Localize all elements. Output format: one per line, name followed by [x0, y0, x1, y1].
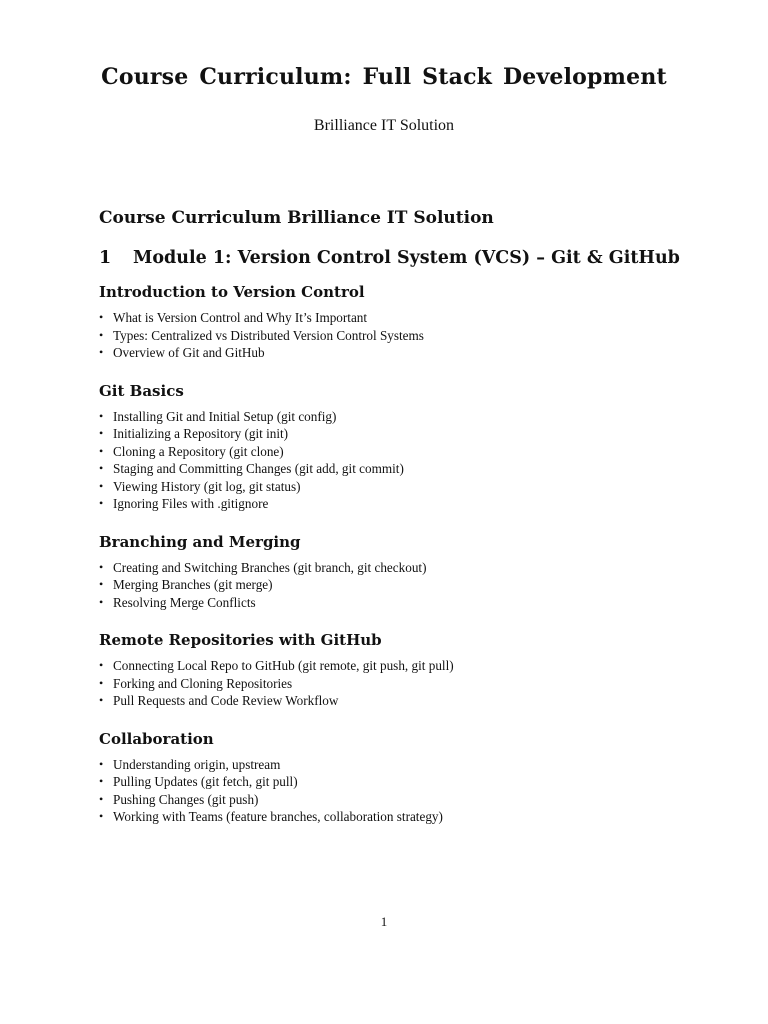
- topic-group-git-basics: [99, 380, 719, 513]
- topic-heading: Collaboration: [99, 729, 214, 748]
- list-item: • Resolving Merge Conflicts: [99, 594, 719, 612]
- list-item: • Ignoring Files with .gitignore: [99, 495, 719, 513]
- topic-list: [99, 559, 719, 612]
- list-item: • Initializing a Repository (git init): [99, 425, 719, 443]
- page-number: 1: [380, 914, 388, 929]
- topic-heading: Git Basics: [99, 381, 184, 400]
- list-item: • Cloning a Repository (git clone): [99, 443, 719, 461]
- list-item: • Forking and Cloning Repositories: [99, 675, 719, 693]
- topic-group-collaboration: [99, 728, 719, 826]
- topic-group-branching: [99, 531, 719, 612]
- topic-group-introduction: [99, 281, 719, 362]
- topic-list: [99, 756, 719, 826]
- module-number: 1: [99, 248, 112, 268]
- list-item: • Connecting Local Repo to GitHub (git remote, git push, git pull): [99, 657, 719, 675]
- topic-heading: Introduction to Version Control: [99, 283, 365, 301]
- document-title: Course Curriculum: Full Stack Development: [101, 64, 667, 90]
- topic-list: [99, 309, 719, 362]
- list-item: • Understanding origin, upstream: [99, 756, 719, 774]
- list-item: • Overview of Git and GitHub: [99, 344, 719, 362]
- topic-list: [99, 408, 719, 513]
- list-item: • Installing Git and Initial Setup (git config): [99, 408, 719, 426]
- list-item: • Pushing Changes (git push): [99, 791, 719, 809]
- topic-list: [99, 657, 719, 710]
- topic-heading: Branching and Merging: [99, 532, 301, 551]
- list-item: • What is Version Control and Why It’s Important: [99, 309, 719, 327]
- list-item: • Pulling Updates (git fetch, git pull): [99, 773, 719, 791]
- document-subtitle: Brilliance IT Solution: [313, 117, 455, 134]
- section-title: Course Curriculum Brilliance IT Solution: [99, 208, 494, 228]
- list-item: • Viewing History (git log, git status): [99, 478, 719, 496]
- topic-heading: Remote Repositories with GitHub: [99, 631, 382, 649]
- list-item: • Types: Centralized vs Distributed Version Control Systems: [99, 327, 719, 345]
- module-title: [99, 245, 719, 271]
- list-item: • Pull Requests and Code Review Workflow: [99, 692, 719, 710]
- list-item: • Staging and Committing Changes (git add, git commit): [99, 460, 719, 478]
- list-item: • Merging Branches (git merge): [99, 576, 719, 594]
- topic-group-remote-repositories: [99, 629, 719, 710]
- document-body: [99, 205, 719, 844]
- list-item: • Working with Teams (feature branches, collaboration strategy): [99, 808, 719, 826]
- list-item: • Creating and Switching Branches (git branch, git checkout): [99, 559, 719, 577]
- module-title-text: Module 1: Version Control System (VCS) – Git & GitHub: [133, 248, 680, 268]
